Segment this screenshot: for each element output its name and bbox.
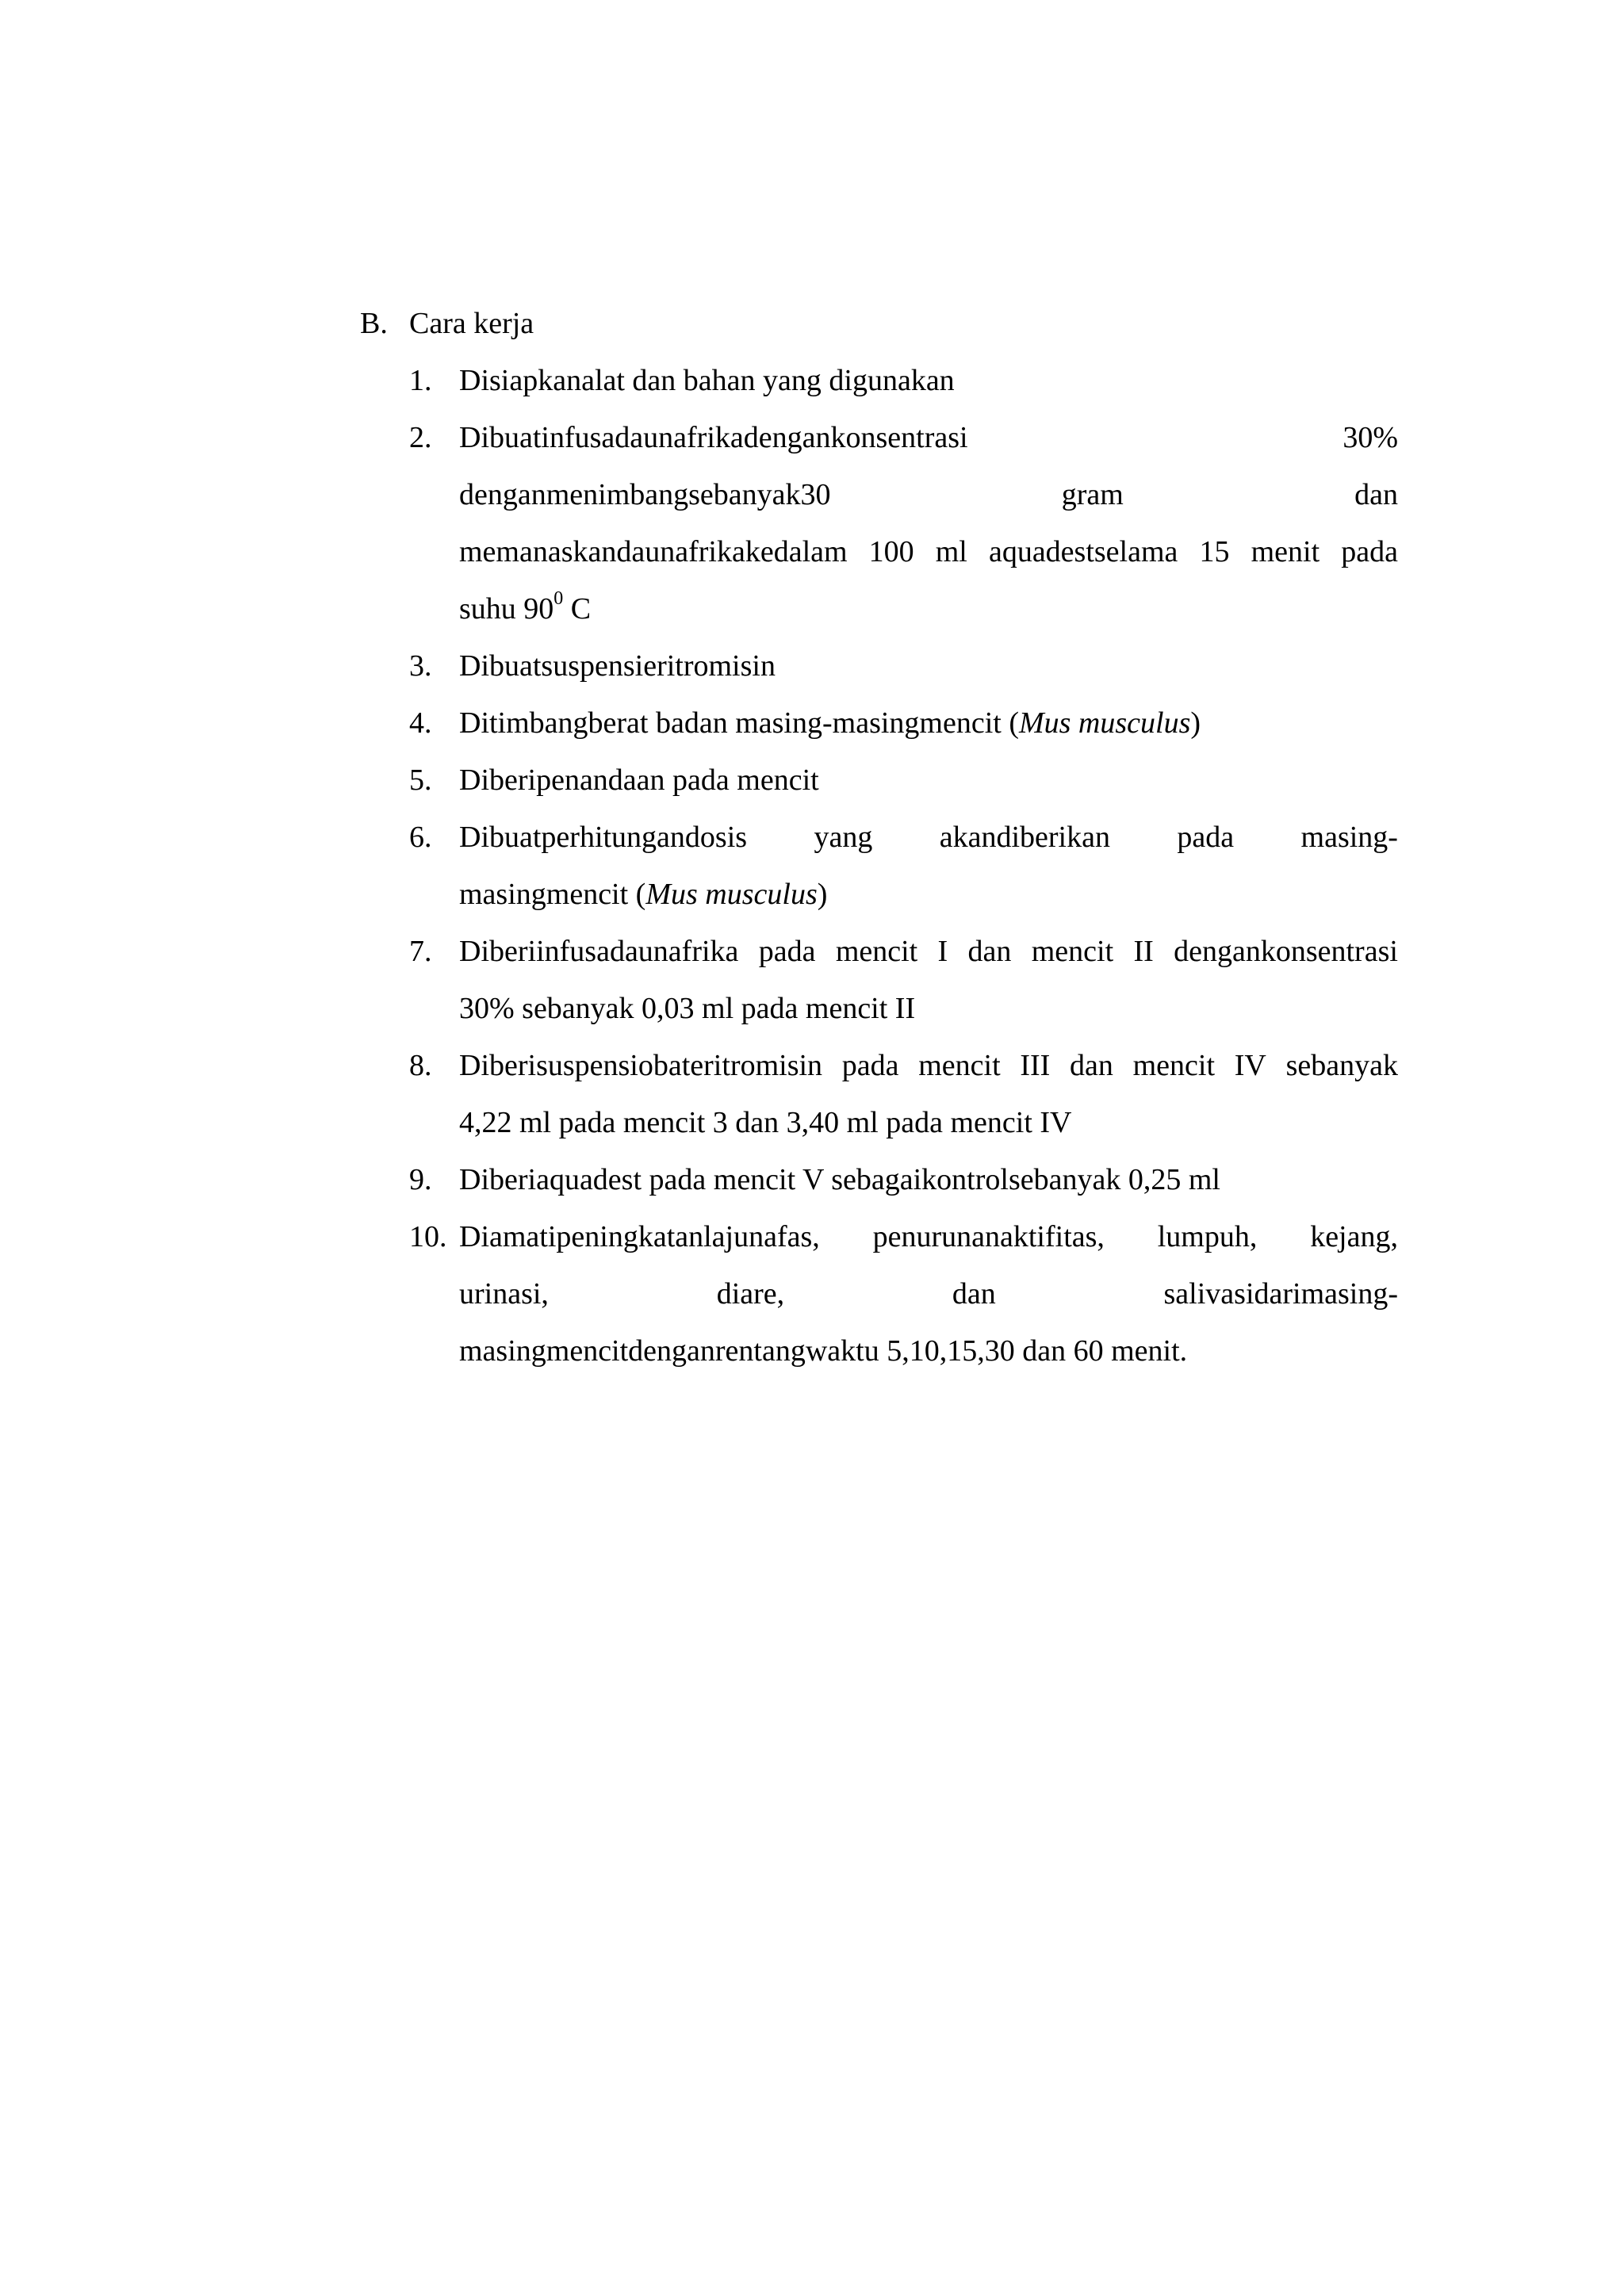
word: pada (758, 935, 816, 968)
word: gram (1061, 478, 1124, 511)
step-number: 9. (409, 1163, 432, 1196)
text-segment: Ditimbangberat badan masing-masingmencit ( (459, 706, 1019, 740)
word: akandiberikan (939, 821, 1110, 854)
step-number: 10. (409, 1220, 447, 1253)
step-number: 6. (409, 821, 432, 854)
step-number: 5. (409, 763, 432, 797)
word: lumpuh, (1157, 1220, 1258, 1253)
step-line (459, 590, 1398, 628)
word: salivasidarimasing- (1163, 1277, 1398, 1311)
temperature-unit: C (563, 592, 592, 626)
word: menit (1251, 535, 1320, 568)
step-line: 30% sebanyak 0,03 ml pada mencit II (459, 992, 916, 1025)
superscript: 0 (553, 588, 564, 610)
word: mencit (835, 935, 918, 968)
step-line (459, 476, 1398, 514)
step-number: 2. (409, 421, 432, 454)
step-line (459, 932, 1398, 970)
step-number: 1. (409, 364, 432, 397)
word: 15 (1199, 535, 1230, 568)
word: I (937, 935, 948, 968)
step-line (459, 419, 1398, 457)
step-text: Diberiaquadest pada mencit V sebagaikontrolsebanyak 0,25 ml (459, 1163, 1220, 1196)
step-text: Disiapkanalat dan bahan yang digunakan (459, 364, 955, 397)
step-text (459, 704, 1398, 742)
step-line (459, 1047, 1398, 1085)
step-number: 4. (409, 706, 432, 740)
word: Dibuatperhitungandosis (459, 821, 748, 854)
word: Dibuatinfusadaunafrikadengankonsentrasi (459, 421, 968, 454)
word: denganmenimbangsebanyak30 (459, 478, 831, 511)
step-number: 8. (409, 1049, 432, 1082)
species-name: Mus musculus (645, 878, 818, 911)
word: pada (841, 1049, 899, 1082)
word: mencit (1132, 1049, 1216, 1082)
species-name: Mus musculus (1018, 706, 1191, 740)
step-text: Diberipenandaan pada mencit (459, 763, 819, 797)
word: mencit (918, 1049, 1001, 1082)
step-line (459, 875, 1398, 913)
word: Diberiinfusadaunafrika (459, 935, 739, 968)
section-letter: B. (360, 307, 388, 340)
word: III (1020, 1049, 1051, 1082)
word: penurunanaktifitas, (872, 1220, 1105, 1253)
step-line (459, 818, 1398, 856)
word: dan (952, 1277, 996, 1311)
word: yang (814, 821, 873, 854)
word: memanaskandaunafrikakedalam (459, 535, 848, 568)
word: 30% (1342, 421, 1398, 454)
word: diare, (716, 1277, 785, 1311)
word: Diberisuspensiobateritromisin (459, 1049, 823, 1082)
word: pada (1177, 821, 1235, 854)
step-line: masingmencitdenganrentangwaktu 5,10,15,30 dan 60 menit. (459, 1334, 1188, 1368)
word: ml (935, 535, 967, 568)
word: dan (967, 935, 1012, 968)
step-number: 7. (409, 935, 432, 968)
word: pada (1341, 535, 1398, 568)
word: dan (1354, 478, 1398, 511)
temperature-text: suhu 90 (459, 592, 554, 626)
word: aquadestselama (988, 535, 1178, 568)
step-line (459, 1275, 1398, 1313)
text-segment: ) (1190, 706, 1201, 740)
word: kejang, (1310, 1220, 1398, 1253)
word: 100 (868, 535, 914, 568)
step-line (459, 533, 1398, 571)
section-title: Cara kerja (409, 307, 534, 340)
word: IV (1234, 1049, 1266, 1082)
text-segment: masingmencit ( (459, 878, 646, 911)
word: sebanyak (1285, 1049, 1398, 1082)
word: dan (1070, 1049, 1113, 1082)
word: urinasi, (459, 1277, 549, 1311)
word: masing- (1300, 821, 1398, 854)
word: Diamatipeningkatanlajunafas, (459, 1220, 820, 1253)
step-number: 3. (409, 649, 432, 683)
step-text: Dibuatsuspensieritromisin (459, 649, 776, 683)
step-line: 4,22 ml pada mencit 3 dan 3,40 ml pada mencit IV (459, 1106, 1072, 1139)
word: dengankonsentrasi (1174, 935, 1398, 968)
word: mencit (1031, 935, 1114, 968)
word: II (1133, 935, 1154, 968)
text-segment: ) (817, 878, 828, 911)
step-line (459, 1218, 1398, 1256)
